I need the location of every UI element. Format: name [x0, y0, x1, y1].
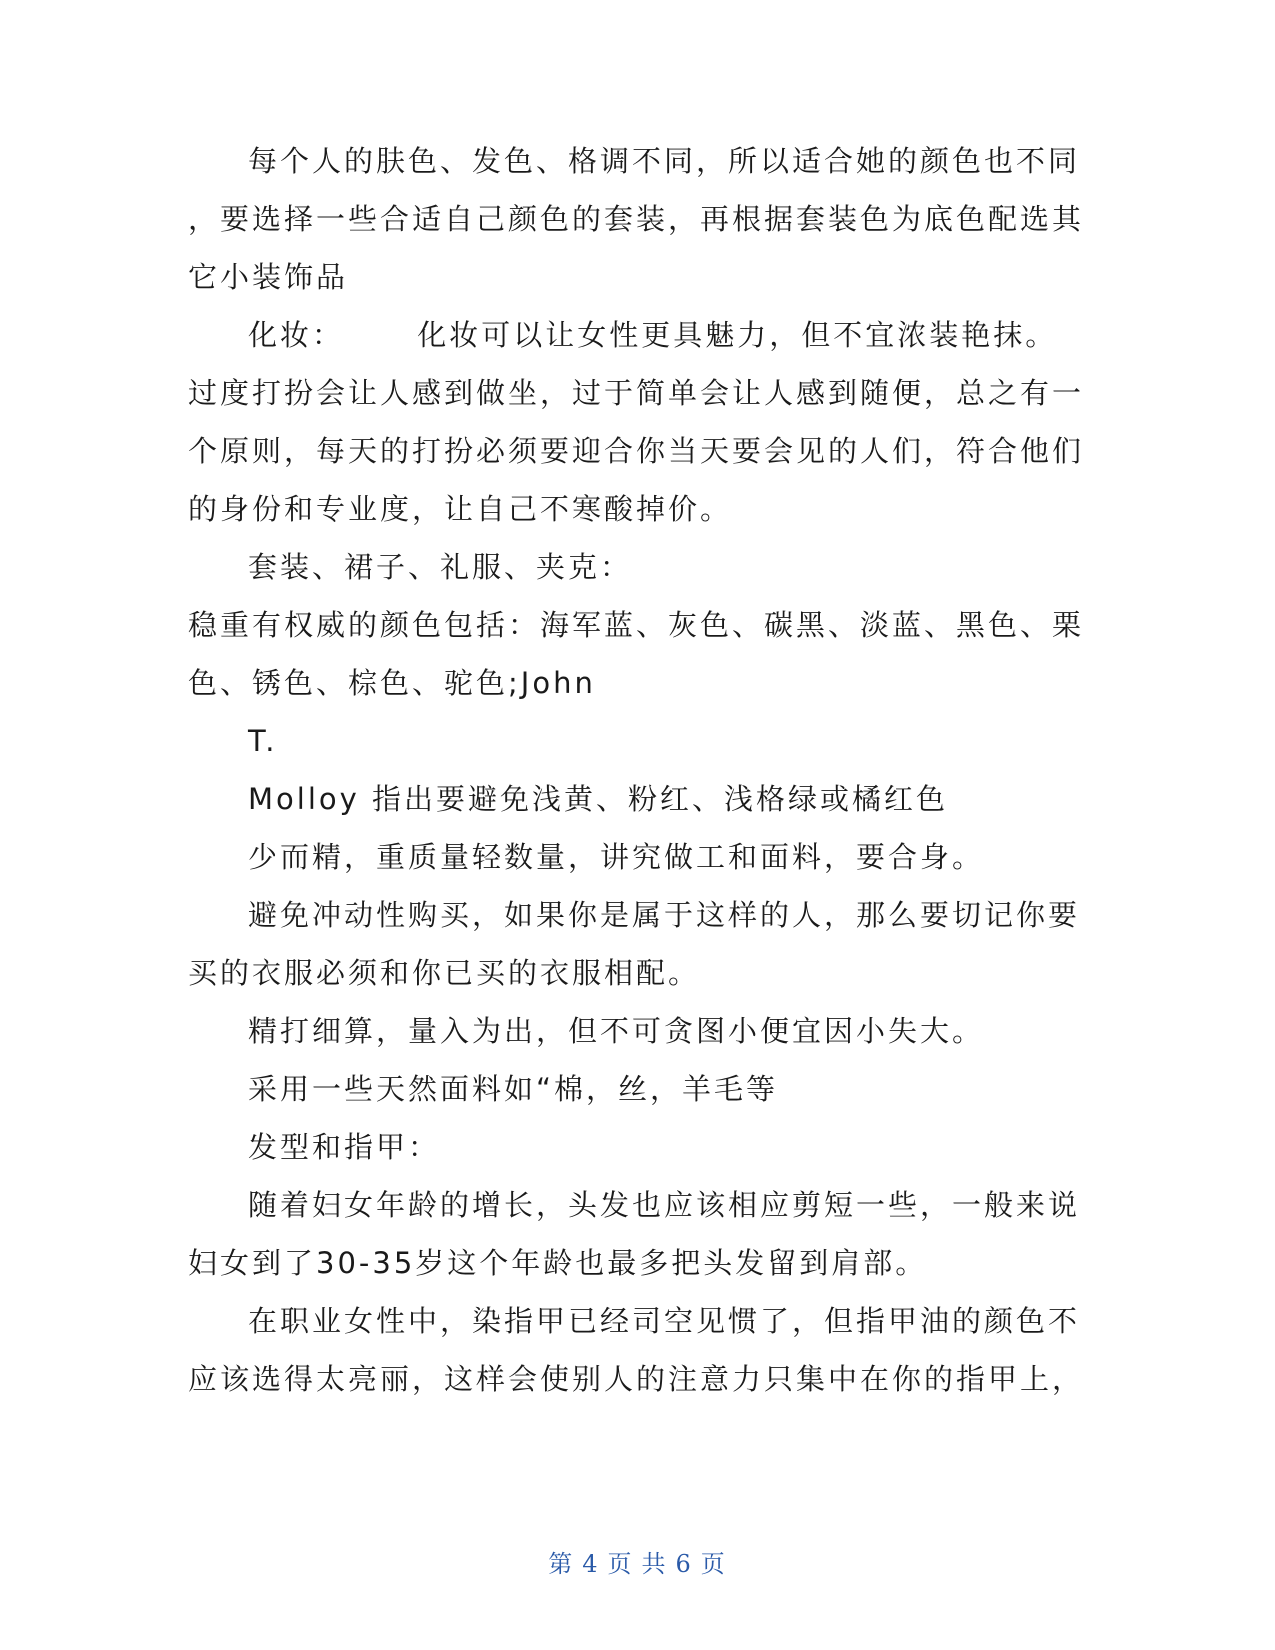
body-line: 少而精，重质量轻数量，讲究做工和面料，要合身。: [248, 840, 985, 874]
page-total: 6: [675, 1550, 693, 1578]
body-line: 在职业女性中，染指甲已经司空见惯了，但指甲油的颜色不: [248, 1304, 1081, 1338]
body-line: 个原则，每天的打扮必须要迎合你当天要会见的人们，符合他们: [188, 434, 1085, 468]
footer-suffix: 页: [700, 1550, 727, 1578]
body-line: 每个人的肤色、发色、格调不同，所以适合她的颜色也不同: [248, 144, 1081, 178]
body-line: 精打细算，量入为出，但不可贪图小便宜因小失大。: [248, 1014, 985, 1048]
body-line: 的身份和专业度，让自己不寒酸掉价。: [188, 492, 733, 526]
page-footer: [0, 1544, 1275, 1579]
page-number: 4: [582, 1550, 600, 1578]
body-line: 化妆： 化妆可以让女性更具魅力，但不宜浓装艳抹。: [248, 318, 1058, 352]
body-line: 妇女到了30-35岁这个年龄也最多把头发留到肩部。: [188, 1246, 928, 1280]
body-line: 采用一些天然面料如“棉，丝，羊毛等: [248, 1072, 779, 1106]
body-line: 它小装饰品: [188, 260, 349, 294]
body-line: 色、锈色、棕色、驼色;John: [188, 666, 596, 700]
body-line: ，要选择一些合适自己颜色的套装，再根据套装色为底色配选其: [188, 202, 1085, 236]
body-line: 稳重有权威的颜色包括：海军蓝、灰色、碳黑、淡蓝、黑色、栗: [188, 608, 1085, 642]
body-line: Molloy 指出要避免浅黄、粉红、浅格绿或橘红色: [248, 782, 949, 816]
body-line: 过度打扮会让人感到做坐，过于简单会让人感到随便，总之有一: [188, 376, 1085, 410]
body-line: T.: [248, 724, 278, 758]
footer-page-word: 页: [607, 1550, 634, 1578]
footer-total-word: 共: [641, 1550, 668, 1578]
section-heading: 发型和指甲：: [248, 1130, 441, 1164]
body-line: 随着妇女年龄的增长，头发也应该相应剪短一些，一般来说: [248, 1188, 1081, 1222]
body-line: 买的衣服必须和你已买的衣服相配。: [188, 956, 701, 990]
footer-prefix: 第: [548, 1550, 575, 1578]
section-heading: 套装、裙子、礼服、夹克：: [248, 550, 633, 584]
body-line: 应该选得太亮丽，这样会使别人的注意力只集中在你的指甲上，: [188, 1362, 1085, 1396]
body-line: 避免冲动性购买，如果你是属于这样的人，那么要切记你要: [248, 898, 1081, 932]
